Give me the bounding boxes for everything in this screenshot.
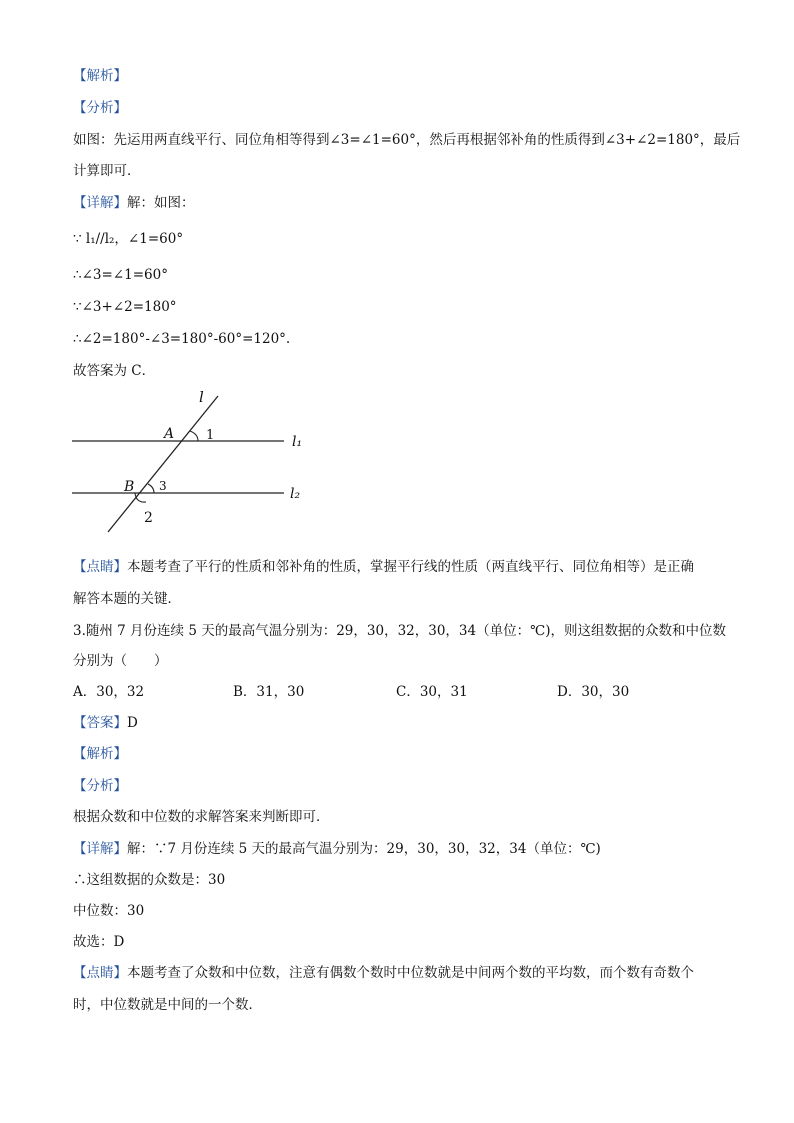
q3-dianjing-line-1 — [73, 964, 694, 982]
label-angle-3: 3 — [159, 479, 167, 493]
solution-step-4: ∴∠2=180°-∠3=180°-60°=120°. — [73, 331, 291, 347]
option-d: D．30，30 — [557, 684, 630, 700]
xiangjie-heading: 【详解】 — [73, 195, 127, 211]
label-l2: l₂ — [290, 486, 301, 502]
answer-value: D — [127, 715, 138, 731]
jiexi-heading: 【解析】 — [73, 68, 127, 84]
detail-text: 解：如图： — [127, 195, 195, 211]
q3-median-step: 中位数：30 — [73, 903, 145, 919]
label-A: A — [164, 426, 175, 442]
dianjing-text-1: 本题考查了平行的性质和邻补角的性质，掌握平行线的性质（两直线平行、同位角相等）是正确 — [127, 559, 694, 575]
question-3-stem-line-1: 3.随州 7 月份连续 5 天的最高气温分别为：29，30，32，30，34（单位：℃)，则这组数据的众数和中位数 — [73, 623, 726, 639]
answer-row — [73, 714, 138, 732]
q3-detail-text: 解：∵7 月份连续 5 天的最高气温分别为：29，30，30，32，34（单位：℃) — [127, 841, 601, 857]
q3-detail-line — [73, 840, 601, 858]
daan-heading: 【答案】 — [73, 715, 127, 731]
answer-line: 故答案为 C． — [73, 363, 156, 379]
solution-step-3: ∵∠3+∠2=180° — [73, 299, 177, 315]
option-b: B．31，30 — [233, 684, 305, 700]
angle-3-arc — [148, 484, 154, 493]
q3-fenxi-heading: 【分析】 — [73, 778, 127, 794]
dianjing-line-1 — [73, 558, 694, 576]
option-a: A．30，32 — [73, 684, 145, 700]
q3-dianjing-heading: 【点睛】 — [73, 965, 127, 981]
question-3-stem-line-2: 分别为（ ） — [73, 653, 168, 669]
q3-analysis-text: 根据众数和中位数的求解答案来判断即可． — [73, 809, 330, 825]
q3-choice: 故选：D — [73, 934, 125, 950]
angle-2-arc — [135, 493, 146, 502]
q3-mode-step: ∴这组数据的众数是：30 — [73, 872, 226, 888]
label-angle-2: 2 — [144, 510, 153, 526]
angle-1-arc — [190, 431, 198, 441]
line-l — [108, 396, 218, 532]
label-l1: l₁ — [292, 434, 303, 450]
dianjing-heading: 【点睛】 — [73, 559, 127, 575]
label-l: l — [199, 390, 204, 406]
label-B: B — [124, 479, 135, 495]
q3-xiangjie-heading: 【详解】 — [73, 841, 127, 857]
fenxi-heading: 【分析】 — [73, 100, 127, 116]
option-c: C．30，31 — [396, 684, 468, 700]
solution-step-1: ∵ l₁//l₂，∠1=60° — [73, 231, 184, 247]
q3-jiexi-heading: 【解析】 — [73, 746, 127, 762]
solution-step-2: ∴∠3=∠1=60° — [73, 267, 168, 283]
detail-line — [73, 194, 195, 212]
analysis-text-line-2: 计算即可． — [73, 163, 141, 179]
q3-dianjing-line-2: 时，中位数就是中间的一个数． — [73, 997, 262, 1013]
q3-dianjing-text-1: 本题考查了众数和中位数，注意有偶数个数时中位数就是中间两个数的平均数，而个数有奇数个 — [127, 965, 694, 981]
label-angle-1: 1 — [206, 428, 215, 443]
dianjing-line-2: 解答本题的关键． — [73, 591, 181, 607]
parallel-lines-figure — [66, 390, 326, 540]
analysis-text-line-1: 如图：先运用两直线平行、同位角相等得到∠3=∠1=60°，然后再根据邻补角的性质得到∠3+∠2=180°，最后 — [73, 132, 741, 148]
